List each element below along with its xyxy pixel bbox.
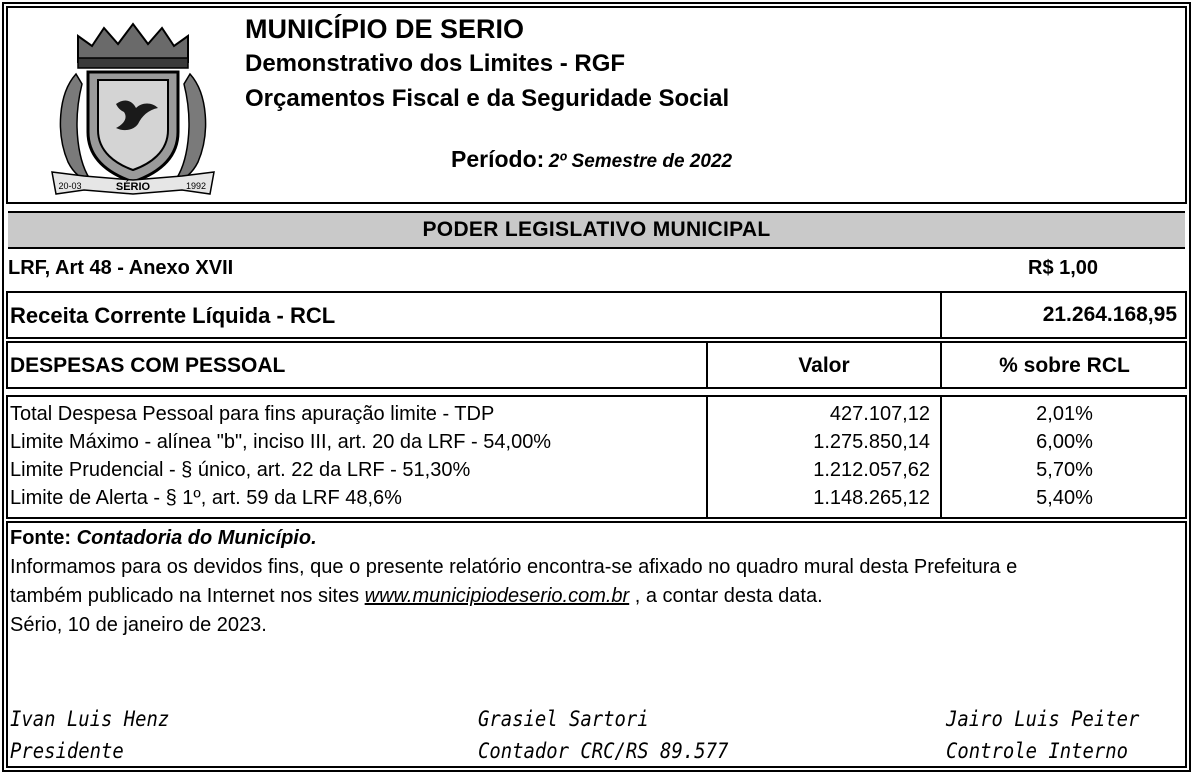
municipality-title: MUNICÍPIO DE SERIO [245, 14, 525, 44]
rcl-label: Receita Corrente Líquida - RCL [10, 303, 336, 328]
report-footer [6, 521, 1187, 768]
table-row [8, 429, 1185, 457]
source-label: Fonte: [10, 527, 72, 549]
signature-role: Presidente [10, 739, 124, 763]
row-percent: 2,01% [1036, 403, 1093, 425]
row-value: 1.275.850,14 [813, 431, 930, 453]
source-value: Contadoria do Município. [76, 527, 317, 549]
signature-role: Contador CRC/RS 89.577 [478, 739, 729, 763]
period-label: Período: [451, 146, 545, 172]
info-line-publication [10, 585, 823, 608]
currency-unit: R$ 1,00 [1028, 257, 1099, 279]
report-subtitle: Demonstrativo dos Limites - RGF [245, 50, 626, 77]
info-text: , a contar desta data. [629, 585, 823, 607]
row-percent: 6,00% [1036, 431, 1093, 453]
date-line: Sério, 10 de janeiro de 2023. [10, 614, 267, 636]
info-text: também publicado na Internet nos sites [10, 585, 365, 607]
report-header [6, 6, 1187, 204]
coat-of-arms-icon [48, 14, 218, 200]
row-description: Limite de Alerta - § 1º, art. 59 da LRF 48,6% [10, 487, 402, 509]
row-description: Limite Máximo - alínea "b", inciso III, art. 20 da LRF - 54,00% [10, 431, 552, 453]
ribbon-center-text: SÉRIO [115, 181, 151, 193]
header-percent: % sobre RCL [999, 354, 1130, 377]
ribbon-right-text: 1992 [185, 181, 207, 191]
section-band-title: PODER LEGISLATIVO MUNICIPAL [8, 211, 1185, 249]
table-row [8, 401, 1185, 429]
header-value: Valor [798, 354, 850, 377]
rcl-value: 21.264.168,95 [1042, 303, 1177, 326]
row-description: Total Despesa Pessoal para fins apuração limite - TDP [10, 403, 495, 425]
ribbon-left-text: 20-03 [58, 181, 82, 191]
table-body [6, 395, 1187, 519]
signature-name: Grasiel Sartori [478, 707, 649, 731]
row-percent: 5,70% [1036, 459, 1093, 481]
period-value: 2º Semestre de 2022 [548, 151, 733, 172]
row-value: 1.212.057,62 [813, 459, 930, 481]
row-description: Limite Prudencial - § único, art. 22 da LRF - 51,30% [10, 459, 471, 481]
signature-role: Controle Interno [946, 739, 1129, 763]
info-line: Informamos para os devidos fins, que o presente relatório encontra-se afixado no quadro mural desta Prefeitura e [10, 556, 1018, 578]
table-header [6, 341, 1187, 389]
row-percent: 5,40% [1036, 487, 1093, 509]
table-row [8, 457, 1185, 485]
report-subtitle-budget: Orçamentos Fiscal e da Seguridade Social [245, 85, 730, 112]
website-link[interactable]: www.municipiodeserio.com.br [364, 585, 630, 607]
rcl-row [6, 291, 1187, 339]
row-value: 427.107,12 [829, 403, 930, 425]
lrf-reference: LRF, Art 48 - Anexo XVII [8, 257, 234, 279]
source-line [10, 527, 317, 550]
header-description: DESPESAS COM PESSOAL [10, 354, 286, 377]
period [451, 146, 732, 173]
row-value: 1.148.265,12 [813, 487, 930, 509]
column-divider [940, 293, 942, 337]
signature-name: Ivan Luis Henz [10, 707, 170, 731]
signature-name: Jairo Luis Peiter [946, 707, 1140, 731]
table-row [8, 485, 1185, 513]
